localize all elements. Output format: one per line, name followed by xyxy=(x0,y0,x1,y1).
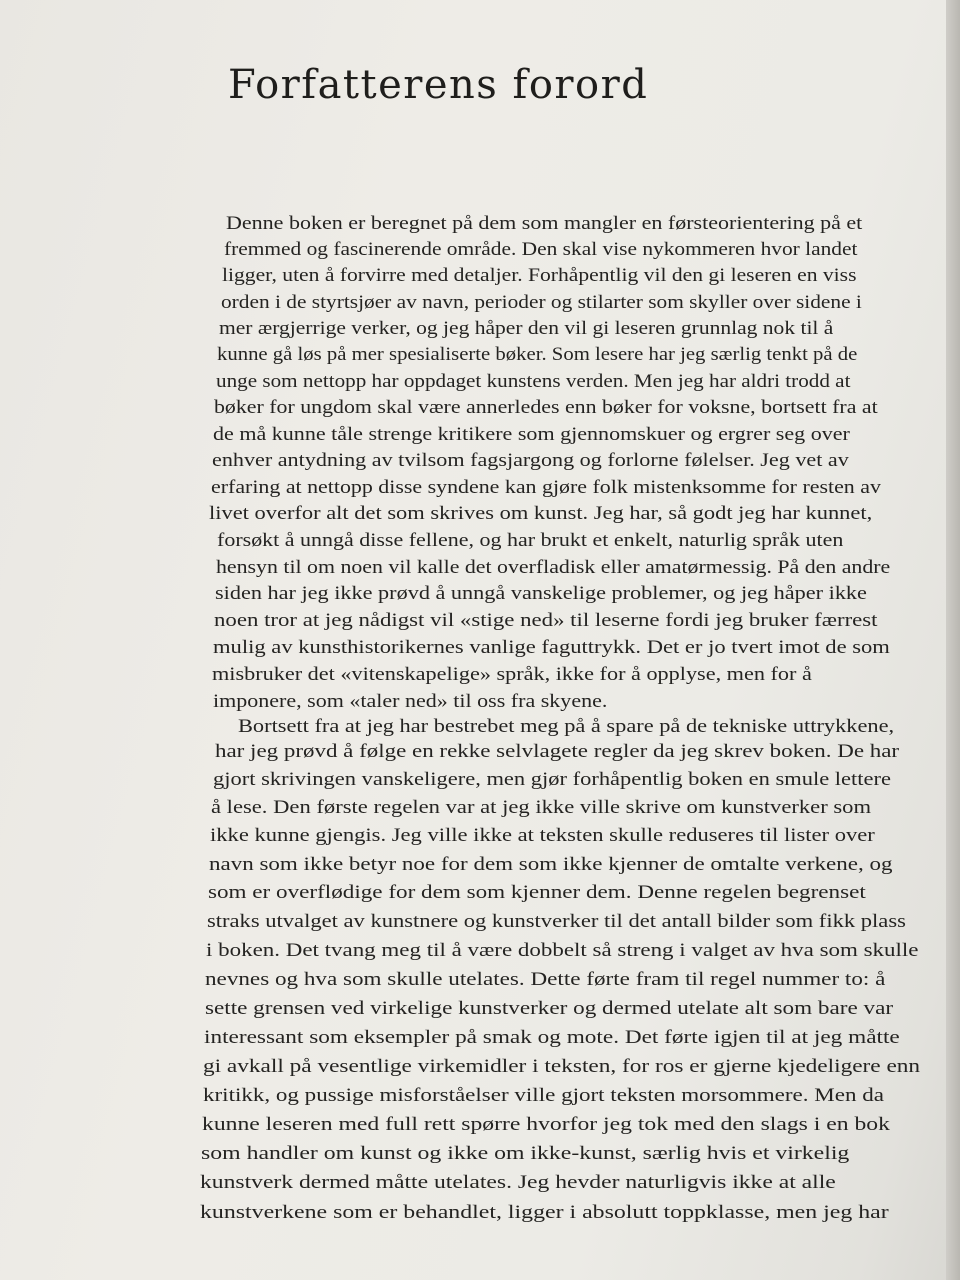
text-line: sette grensen ved virkelige kunstverker og dermed utelate alt som bare var xyxy=(205,998,894,1019)
text-line: kunne gå løs på mer spesialiserte bøker. Som lesere har jeg særlig tenkt på de xyxy=(217,344,858,365)
text-line: gjort skrivingen vanskeligere, men gjør forhåpentlig boken en smule lettere xyxy=(213,769,891,790)
text-line: ikke kunne gjengis. Jeg ville ikke at teksten skulle reduseres til lister over xyxy=(210,825,875,846)
text-line: gi avkall på vesentlige virkemidler i teksten, for ros er gjerne kjedeligere enn xyxy=(203,1056,921,1077)
text-line: unge som nettopp har oppdaget kunstens verden. Men jeg har aldri trodd at xyxy=(216,371,851,392)
text-line: forsøkt å unngå disse fellene, og har brukt et enkelt, naturlig språk uten xyxy=(217,530,844,551)
text-line: orden i de styrtsjøer av navn, perioder og stilarter som skyller over sidene i xyxy=(221,292,862,313)
text-line: i boken. Det tvang meg til å være dobbelt så streng i valget av hva som skulle xyxy=(206,940,919,961)
text-line: enhver antydning av tvilsom fagsjargong og forlorne følelser. Jeg vet av xyxy=(212,450,849,471)
text-line: kunstverkene som er behandlet, ligger i absolutt toppklasse, men jeg har xyxy=(200,1202,889,1223)
text-line: navn som ikke betyr noe for dem som ikke kjenner de omtalte verkene, og xyxy=(209,854,893,875)
text-line: erfaring at nettopp disse syndene kan gjøre folk mistenksomme for resten av xyxy=(211,477,881,498)
text-line: kritikk, og pussige misforståelser ville gjort teksten morsommere. Men da xyxy=(203,1085,884,1106)
chapter-title: Forfatterens forord xyxy=(228,62,649,108)
text-line: mer ærgjerrige verker, og jeg håper den vil gi leseren grunnlag nok til å xyxy=(219,318,834,339)
text-line: de må kunne tåle strenge kritikere som gjennomskuer og ergrer seg over xyxy=(213,424,850,445)
text-line: ligger, uten å forvirre med detaljer. Forhåpentlig vil den gi leseren en viss xyxy=(222,265,857,286)
text-line: siden har jeg ikke prøvd å unngå vanskelige problemer, og jeg håper ikke xyxy=(215,583,867,604)
text-line: bøker for ungdom skal være annerledes enn bøker for voksne, bortsett fra at xyxy=(214,397,878,418)
text-line: å lese. Den første regelen var at jeg ikke ville skrive om kunstverker som xyxy=(211,797,872,818)
text-line: fremmed og fascinerende område. Den skal vise nykommeren hvor landet xyxy=(224,239,858,260)
text-line: interessant som eksempler på smak og mote. Det førte igjen til at jeg måtte xyxy=(204,1027,900,1048)
text-line: straks utvalget av kunstnere og kunstverker til det antall bilder som fikk plass xyxy=(207,911,906,932)
text-line: livet overfor alt det som skrives om kunst. Jeg har, så godt jeg har kunnet, xyxy=(209,503,873,524)
text-line: mulig av kunsthistorikernes vanlige faguttrykk. Det er jo tvert imot de som xyxy=(213,637,890,658)
text-line: misbruker det «vitenskapelige» språk, ikke for å opplyse, men for å xyxy=(212,664,812,685)
text-line: nevnes og hva som skulle utelates. Dette førte fram til regel nummer to: å xyxy=(205,969,886,990)
text-line: Denne boken er beregnet på dem som mangler en førsteorientering på et xyxy=(226,213,863,234)
text-line: noen tror at jeg nådigst vil «stige ned» til leserne fordi jeg bruker færrest xyxy=(214,610,878,631)
text-line: kunstverk dermed måtte utelates. Jeg hevder naturligvis ikke at alle xyxy=(200,1172,836,1193)
text-line: har jeg prøvd å følge en rekke selvlagete regler da jeg skrev boken. De har xyxy=(215,741,900,762)
text-line: som er overflødige for dem som kjenner dem. Denne regelen begrenset xyxy=(208,882,866,903)
text-line: imponere, som «taler ned» til oss fra skyene. xyxy=(213,691,608,712)
text-line: som handler om kunst og ikke om ikke-kunst, særlig hvis et virkelig xyxy=(201,1143,850,1164)
text-line: Bortsett fra at jeg har bestrebet meg på å spare på de tekniske uttrykkene, xyxy=(238,716,895,737)
text-line: hensyn til om noen vil kalle det overfladisk eller amatørmessig. På den andre xyxy=(216,557,891,578)
text-line: kunne leseren med full rett spørre hvorfor jeg tok med den slags i en bok xyxy=(202,1114,890,1135)
